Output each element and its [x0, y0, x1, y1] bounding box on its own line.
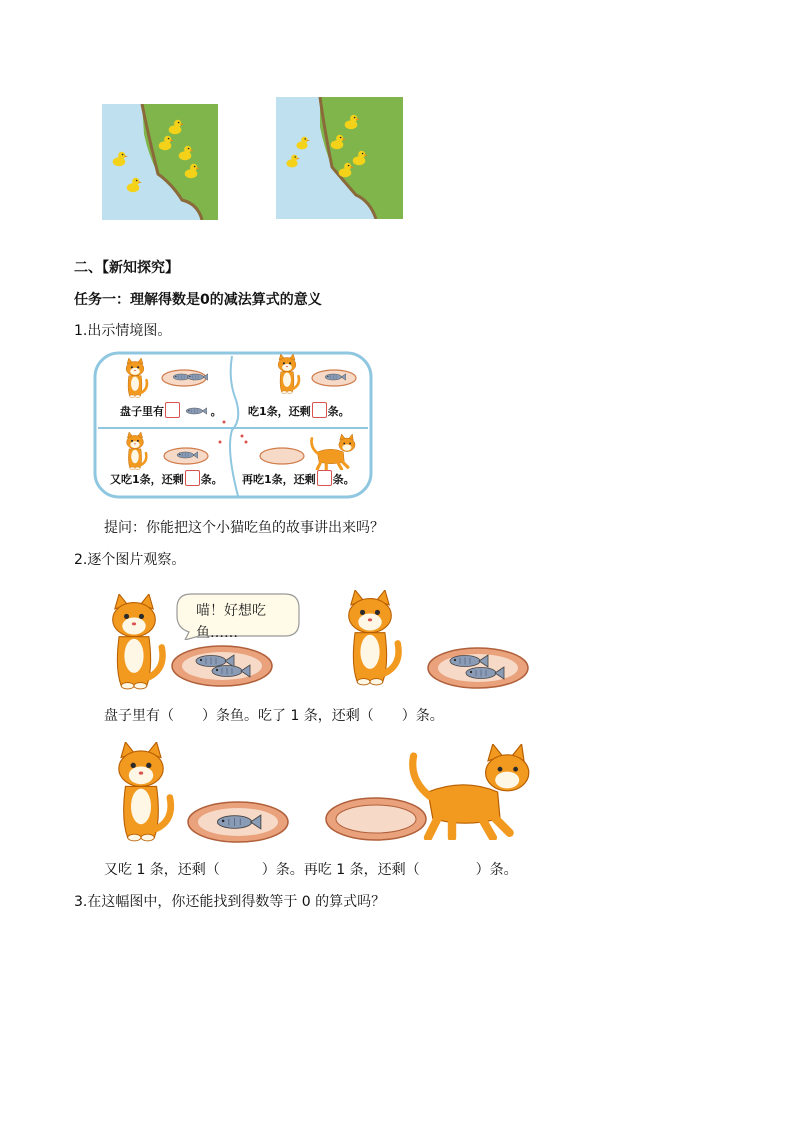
- ducks-image-1: [102, 104, 218, 220]
- panel-2-label: 吃1条，还剩: [248, 405, 311, 418]
- panel-3-label: 又吃1条，还剩: [110, 473, 184, 486]
- cat-wanting-fish-image: [96, 592, 176, 692]
- ducks-image-2: [276, 97, 403, 219]
- scene-panels: 盘子里有 。 吃1条，还剩 条。 又吃1条，还剩 条。 再吃1条，还剩 条。: [92, 350, 374, 500]
- answer-box[interactable]: [317, 470, 332, 486]
- question-text: 提问：你能把这个小猫吃鱼的故事讲出来吗？: [104, 520, 384, 536]
- task-heading: 任务一：理解得数是0的减法算式的意义: [74, 292, 322, 308]
- fill-in-line-1: 盘子里有（ ）条鱼。吃了 1 条，还剩（ ）条。: [104, 708, 444, 724]
- answer-box[interactable]: [312, 402, 327, 418]
- plate-two-fish-image: [170, 644, 274, 688]
- answer-box[interactable]: [185, 470, 200, 486]
- panel-4-label: 再吃1条，还剩: [242, 473, 316, 486]
- section-heading: 二、【新知探究】: [74, 260, 179, 276]
- fish-icon: [185, 407, 207, 415]
- plate-two-fish-image-2: [426, 646, 530, 690]
- step-2: 2.逐个图片观察。: [74, 552, 186, 568]
- speech-bubble-text: 喵！好想吃鱼……: [196, 603, 266, 641]
- cat-eating-fish-image: [330, 588, 422, 688]
- cat-walking-away-image: [404, 744, 536, 840]
- panel-1-label: 盘子里有: [120, 405, 164, 418]
- plate-one-fish-image: [186, 800, 290, 844]
- fill-in-line-2: 又吃 1 条，还剩（ ）条。再吃 1 条，还剩（ ）条。: [104, 862, 518, 878]
- step-1: 1.出示情境图。: [74, 323, 172, 339]
- step-3: 3.在这幅图中，你还能找到得数等于 0 的算式吗？: [74, 894, 386, 910]
- cat-eating-fish-image-2: [100, 740, 190, 844]
- answer-box[interactable]: [165, 402, 180, 418]
